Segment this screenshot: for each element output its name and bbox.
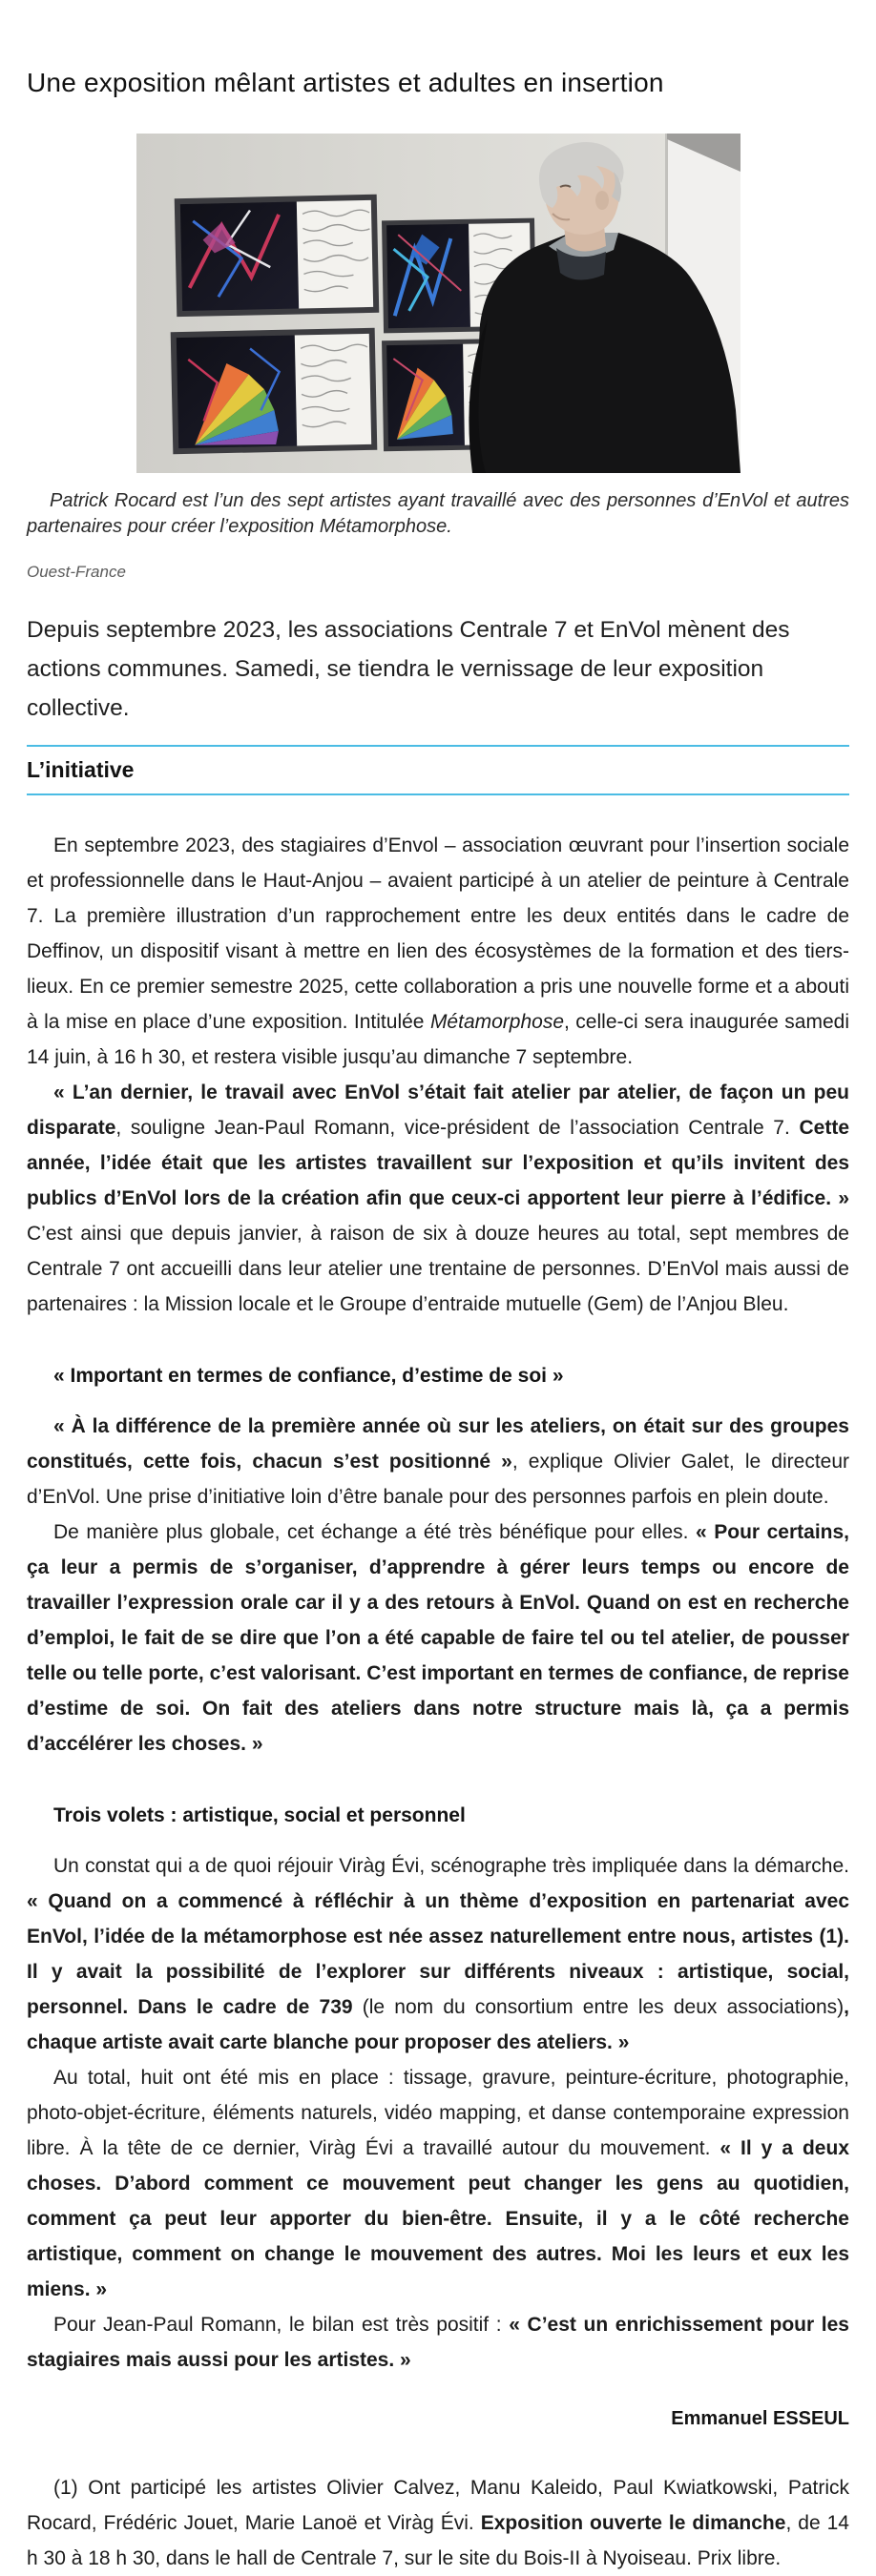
article-photo (136, 134, 740, 473)
article-paragraph (27, 1515, 849, 1762)
text-run: De manière plus globale, cet échange a été très bénéfique pour elles. (53, 1521, 697, 1543)
text-run: (1) Ont participé les artistes Olivier Calvez, Manu Kaleido, Paul Kwiatkowski, Patrick Rocard, Frédéric Jouet, Marie Lanoë et Viràg Évi. (27, 2477, 849, 2534)
article-paragraph (27, 1409, 849, 1515)
article-paragraph (27, 828, 849, 1075)
text-run: Pour Jean-Paul Romann, le bilan est très positif : (53, 2314, 510, 2336)
article-footnote (27, 2470, 849, 2576)
article-body (27, 828, 849, 2378)
text-run: Cette année, l’idée était que les artistes travaillent sur l’exposition et qu’ils invitent des publics d’EnVol lors de la création afin que ceux-ci apportent leur pierre à l’édifice. » (27, 1117, 849, 1209)
artwork-frame-bottom-left (170, 328, 377, 454)
text-run: C’est ainsi que depuis janvier, à raison de six à douze heures au total, sept membres de Centrale 7 ont accueilli dans leur atelier une trentaine de personnes. D’EnVol mais aussi de partenaires : la Mission locale et le Groupe d’entraide mutuelle (Gem) de l’Anjou Bleu. (27, 1223, 849, 1315)
text-run: , de 14 h 30 à 18 h 30, dans le hall de Centrale 7, sur le site du Bois-II à Nyoiseau. Prix libre. (27, 2512, 849, 2569)
text-run: Un constat qui a de quoi réjouir Viràg Évi, scénographe très impliquée dans la démarche. (53, 1855, 849, 1877)
article-subheading: « Important en termes de confiance, d’estime de soi » (53, 1365, 564, 1387)
text-run: , celle-ci sera inaugurée samedi 14 juin, à 16 h 30, et restera visible jusqu’au dimanche 7 septembre. (27, 1011, 849, 1068)
section-title: L’initiative (27, 757, 135, 782)
article-lead: Depuis septembre 2023, les associations Centrale 7 et EnVol mènent des actions communes. Samedi, se tiendra le vernissage de leur exposition collective. (27, 617, 790, 721)
text-run: (le nom du consortium entre les deux associations) (362, 1996, 845, 2018)
gallery-photo-illustration (136, 134, 740, 473)
article-paragraph (27, 1075, 849, 1322)
text-run: Métamorphose (429, 1011, 565, 1033)
text-run: , souligne Jean-Paul Romann, vice-président de l’association Centrale 7. (115, 1117, 800, 1139)
text-run: « C’est un enrichissement pour les stagiaires mais aussi pour les artistes. » (27, 2314, 849, 2371)
article-paragraph (27, 2307, 849, 2378)
page-title: Une exposition mêlant artistes et adultes en insertion (27, 68, 664, 97)
photo-credit: Ouest-France (27, 563, 126, 581)
text-run: Au total, huit ont été mis en place : tissage, gravure, peinture-écriture, photographie, photo-objet-écriture, éléments naturels, vidéo mapping, et danse contemporaine expression libre. À la tête de ce dernier, Viràg Évi a travaillé autour du mouvement. (27, 2067, 849, 2159)
photo-caption: Patrick Rocard est l’un des sept artistes ayant travaillé avec des personnes d’EnVol et autres partenaires pour créer l’exposition Métamorphose. (27, 490, 849, 537)
text-run: Exposition ouverte le dimanche (480, 2512, 786, 2534)
text-run: , explique Olivier Galet, le directeur d’EnVol. Une prise d’initiative loin d’être banale pour des personnes parfois en plein doute. (27, 1451, 850, 1508)
text-run: , chaque artiste avait carte blanche pour proposer des ateliers. » (27, 1996, 849, 2053)
text-run: « Il y a deux choses. D’abord comment ce mouvement peut changer les gens au quotidien, comment ça peut leur apporter du bien-être. Ensuite, il y a le côté recherche artistique, comment on change le mouvement des autres. Moi les leurs et eux les miens. » (27, 2137, 849, 2300)
section-rule-top (27, 745, 849, 747)
article-paragraph (27, 1848, 849, 2060)
author-byline: Emmanuel ESSEUL (671, 2408, 849, 2429)
article-subheading: Trois volets : artistique, social et personnel (53, 1804, 466, 1826)
text-run: En septembre 2023, des stagiaires d’Envol – association œuvrant pour l’insertion sociale et professionnelle dans le Haut-Anjou – avaient participé à un atelier de peinture à Centrale 7. La première illustration d’un rapprochement entre les deux entités dans le cadre de Deffinov, un dispositif visant à mettre en lien des écosystèmes de la formation et des tiers-lieux. En ce premier semestre 2025, cette collaboration a pris une nouvelle forme et a abouti à la mise en place d’une exposition. Intitulée (27, 835, 849, 1033)
text-run: « Pour certains, ça leur a permis de s’organiser, d’apprendre à gérer leurs temps ou encore de travailler l’expression orale car il y a des retours à EnVol. Quand on est en recherche d’emploi, le fait de se dire que l’on a été capable de faire tel ou tel atelier, de pousser telle ou telle porte, c’est valorisant. C’est important en termes de confiance, de reprise d’estime de soi. On fait des ateliers dans notre structure mais là, ça a permis d’accélérer les choses. » (27, 1521, 849, 1755)
artwork-frame-top-left (174, 195, 379, 317)
text-run: « À la différence de la première année où sur les ateliers, on était sur des groupes constitués, cette fois, chacun s’est positionné » (27, 1415, 849, 1473)
text-run: « L’an dernier, le travail avec EnVol s’était fait atelier par atelier, de façon un peu disparate (27, 1082, 849, 1139)
article-paragraph (27, 2060, 849, 2307)
section-header (27, 745, 849, 795)
text-run: « Quand on a commencé à réfléchir à un thème d’exposition en partenariat avec EnVol, l’idée de la métamorphose est née assez naturellement entre nous, artistes (1). Il y avait la possibilité de l’explorer sur différents niveaux : artistique, social, personnel. Dans le cadre de 739 (27, 1890, 849, 2018)
section-rule-bottom (27, 793, 849, 795)
